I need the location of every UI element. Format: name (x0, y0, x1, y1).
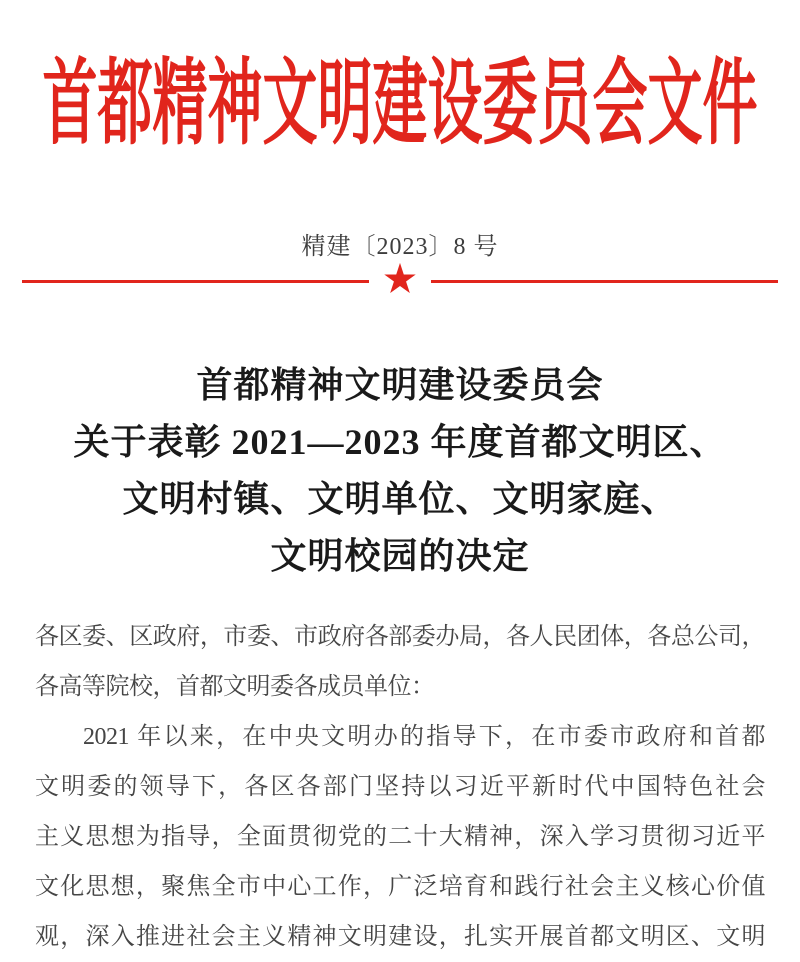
red-star-icon: ★ (383, 262, 417, 299)
document-title-line: 文明村镇、文明单位、文明家庭、 (122, 479, 678, 519)
divider-rule-right (431, 280, 778, 283)
document-title (0, 357, 800, 585)
document-title-line: 首都精神文明建设委员会 (196, 365, 604, 405)
paragraph-line: 2021 年以来，在中央文明办的指导下，在市委市政府和首都 (83, 724, 765, 750)
red-divider (22, 263, 778, 299)
document-body (35, 612, 765, 962)
paragraph-line: 文化思想，聚焦全市中心工作，广泛培育和践行社会主义核心价值 (35, 874, 765, 900)
salutation-line: 各区委、区政府，市委、市政府各部委办局，各人民团体，各总公司， (35, 624, 765, 650)
salutation-line: 各高等院校，首都文明委各成员单位： (35, 674, 435, 700)
document-title-line: 关于表彰 2021—2023 年度首都文明区、 (73, 422, 727, 462)
paragraph-line: 观，深入推进社会主义精神文明建设，扎实开展首都文明区、文明 (35, 924, 765, 950)
letterhead-org-title: 首都精神文明建设委员会文件 (42, 52, 758, 156)
letterhead (0, 52, 800, 156)
document-title-line: 文明校园的决定 (270, 536, 530, 576)
paragraph-line: 文明委的领导下，各区各部门坚持以习近平新时代中国特色社会 (35, 774, 765, 800)
paragraph-line: 主义思想为指导，全面贯彻党的二十大精神，深入学习贯彻习近平 (35, 824, 765, 850)
divider-rule-left (22, 280, 369, 283)
document-number: 精建〔2023〕8 号 (301, 234, 499, 260)
